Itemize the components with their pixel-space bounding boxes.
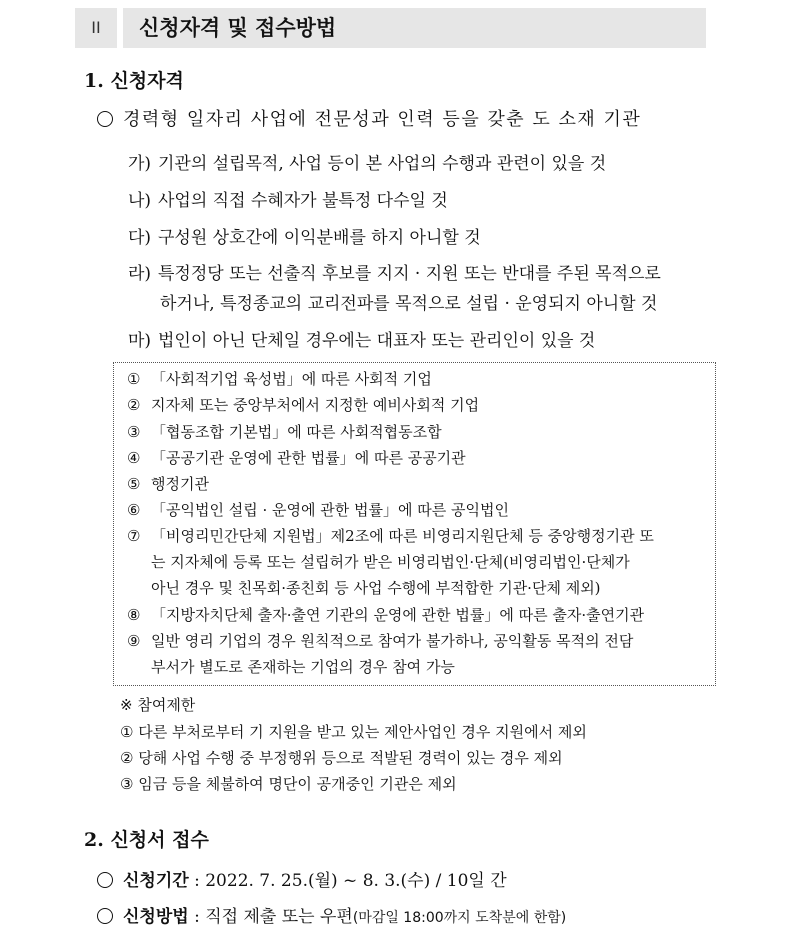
- criterion-item: 가) 기관의 설립목적, 사업 등이 본 사업의 수행과 관련이 있을 것: [128, 154, 607, 174]
- box-item-continued: 부서가 별도로 존재하는 기업의 경우 참여 가능: [151, 658, 455, 676]
- circle-bullet-icon: [97, 908, 113, 924]
- box-item: ③ 「협동조합 기본법」에 따른 사회적협동조합: [127, 423, 442, 441]
- box-item: ⑦ 「비영리민간단체 지원법」제2조에 따른 비영리지원단체 등 중앙행정기관 또: [127, 527, 654, 545]
- circle-bullet-icon: [97, 872, 113, 888]
- box-item: ⑨ 일반 영리 기업의 경우 원칙적으로 참여가 불가하나, 공익활동 목적의 전담: [127, 632, 634, 650]
- box-item: ⑤ 행정기관: [127, 475, 209, 493]
- box-item: ⑧ 「지방자치단체 출자·출연 기관의 운영에 관한 법률」에 따른 출자·출연기관: [127, 606, 645, 624]
- section-title: 신청자격 및 접수방법: [123, 8, 706, 48]
- section-number: II: [75, 8, 117, 48]
- box-item: ⑥ 「공익법인 설립 · 운영에 관한 법률」에 따른 공익법인: [127, 501, 509, 519]
- box-item: ① 「사회적기업 육성법」에 따른 사회적 기업: [127, 370, 432, 388]
- restriction-item: ① 다른 부처로부터 기 지원을 받고 있는 제안사업인 경우 지원에서 제외: [120, 723, 587, 741]
- criterion-item-continued: 하거나, 특정종교의 교리전파를 목적으로 설립 · 운영되지 아니할 것: [160, 294, 658, 314]
- subsection-title-1: 1. 신청자격: [84, 70, 184, 92]
- application-period: 신청기간 : 2022. 7. 25.(월) ~ 8. 3.(수) / 10일 간: [97, 866, 507, 891]
- main-criterion: 경력형 일자리 사업에 전문성과 인력 등을 갖춘 도 소재 기관: [97, 105, 641, 131]
- box-item-continued: 는 지자체에 등록 또는 설립허가 받은 비영리법인·단체(비영리법인·단체가: [151, 553, 630, 571]
- criterion-item: 다) 구성원 상호간에 이익분배를 하지 아니할 것: [128, 228, 481, 248]
- box-item-continued: 아닌 경우 및 친목회·종친회 등 사업 수행에 부적합한 기관·단체 제외): [151, 579, 601, 597]
- application-method: 신청방법 : 직접 제출 또는 우편(마감일 18:00까지 도착분에 한함): [97, 902, 566, 927]
- subsection-title-2: 2. 신청서 접수: [84, 829, 209, 851]
- restriction-title: ※ 참여제한: [120, 696, 196, 714]
- circle-bullet-icon: [97, 111, 113, 127]
- criterion-item: 나) 사업의 직접 수혜자가 불특정 다수일 것: [128, 191, 448, 211]
- box-item: ② 지자체 또는 중앙부처에서 지정한 예비사회적 기업: [127, 396, 480, 414]
- criterion-item: 마) 법인이 아닌 단체일 경우에는 대표자 또는 관리인이 있을 것: [128, 331, 596, 351]
- restriction-item: ③ 임금 등을 체불하여 명단이 공개중인 기관은 제외: [120, 775, 457, 793]
- box-item: ④ 「공공기관 운영에 관한 법률」에 따른 공공기관: [127, 449, 466, 467]
- criterion-item: 라) 특정정당 또는 선출직 후보를 지지 · 지원 또는 반대를 주된 목적으로: [128, 264, 661, 284]
- restriction-item: ② 당해 사업 수행 중 부정행위 등으로 적발된 경력이 있는 경우 제외: [120, 749, 563, 767]
- section-header: [75, 8, 706, 48]
